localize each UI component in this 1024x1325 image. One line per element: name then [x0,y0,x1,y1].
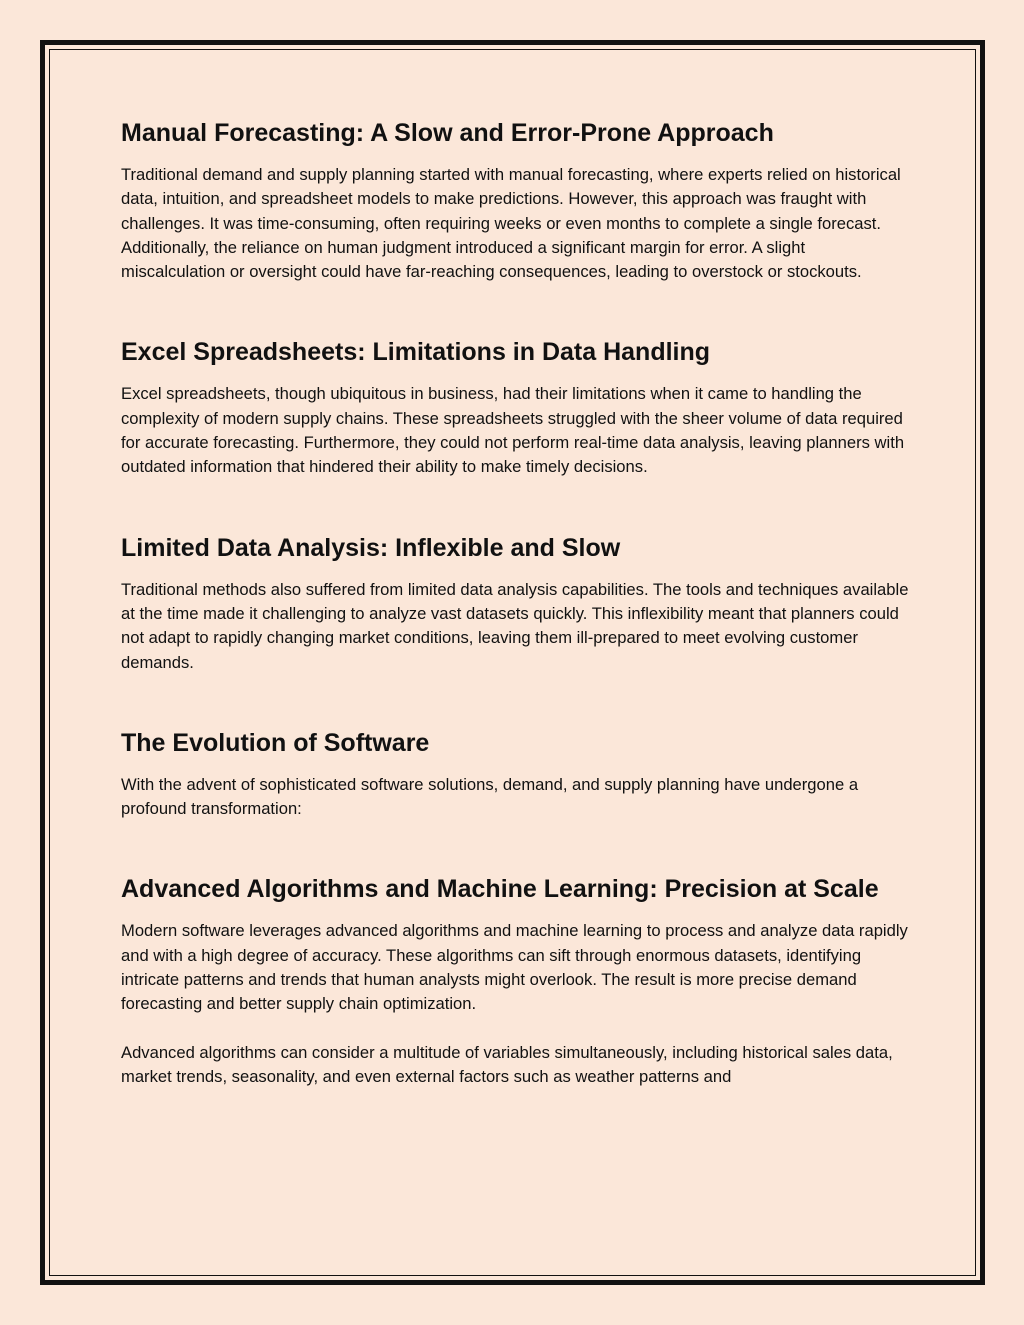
section-excel-spreadsheets [121,334,911,479]
section-heading: Manual Forecasting: A Slow and Error-Prone Approach [121,119,774,147]
section-heading: Limited Data Analysis: Inflexible and Slow [121,533,621,562]
section-advanced-algorithms [121,871,911,1089]
section-paragraph: Advanced algorithms can consider a multitude of variables simultaneously, including historical sales data, market trends, seasonality, and even external factors such as weather patterns and [121,1042,893,1086]
section-paragraph: Traditional methods also suffered from limited data analysis capabilities. The tools and techniques available at the time made it challenging to analyze vast datasets quickly. This inflexibility meant that planners could not adapt to rapidly changing market conditions, leaving them ill-prepared to meet evolving customer demands. [121,579,909,672]
section-heading: The Evolution of Software [121,728,430,757]
document-body [121,115,911,1139]
section-manual-forecasting [121,115,911,284]
section-paragraph: With the advent of sophisticated software solutions, demand, and supply planning have undergone a profound transformation: [121,774,859,819]
section-paragraph: Excel spreadsheets, though ubiquitous in business, had their limitations when it came to handling the complexity of modern supply chains. These spreadsheets struggled with the sheer volume of data required for accurate forecasting. Furthermore, they could not perform real-time data analysis, leaving planners with outdated information that hindered their ability to make timely decisions. [121,384,905,477]
section-limited-data-analysis [121,530,911,675]
section-evolution-of-software [121,725,911,822]
section-paragraph: Modern software leverages advanced algorithms and machine learning to process and analyze data rapidly and with a high degree of accuracy. These algorithms can sift through enormous datasets, identifying intricate patterns and trends that human analysts might overlook. The result is more precise demand forecasting and better supply chain optimization. [121,921,908,1014]
section-paragraph: Traditional demand and supply planning started with manual forecasting, where experts relied on historical data, intuition, and spreadsheet models to make predictions. However, this approach was fraught with challenges. It was time-consuming, often requiring weeks or even months to complete a single forecast. Additionally, the reliance on human judgment introduced a significant margin for error. A slight miscalculation or oversight could have far-reaching consequences, leading to overstock or stockouts. [121,165,901,282]
section-heading: Excel Spreadsheets: Limitations in Data Handling [121,338,711,367]
section-heading: Advanced Algorithms and Machine Learning: Precision at Scale [121,875,879,904]
